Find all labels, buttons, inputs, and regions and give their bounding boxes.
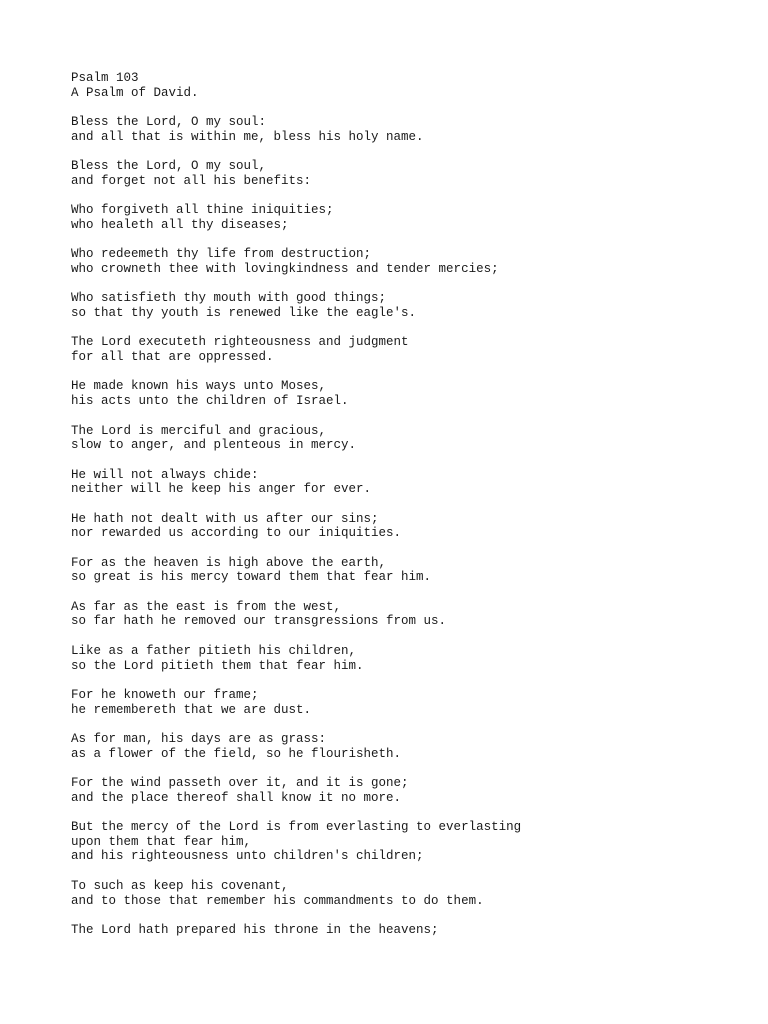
psalm-title: Psalm 103 <box>71 71 139 85</box>
verse-line: upon them that fear him, <box>71 834 252 849</box>
verse-line: Bless the Lord, O my soul: <box>71 115 267 130</box>
verse-line: Who forgiveth all thine iniquities; <box>71 203 334 218</box>
verse-line: For as the heaven is high above the earth, <box>71 555 387 570</box>
verse-line: his acts unto the children of Israel. <box>71 394 349 409</box>
verse-line: who crowneth thee with lovingkindness and tender mercies; <box>71 261 499 276</box>
verse-line: so far hath he removed our transgressions from us. <box>71 614 447 629</box>
verse-line: and to those that remember his commandments to do them. <box>71 893 484 908</box>
verse-line: For he knoweth our frame; <box>71 687 259 702</box>
psalm-heading <box>71 71 751 100</box>
verse-line: To such as keep his covenant, <box>71 878 289 893</box>
verse-stanza <box>71 247 751 276</box>
verse-stanza <box>71 335 751 364</box>
verse-stanza <box>71 468 751 497</box>
verse-line: neither will he keep his anger for ever. <box>71 482 372 497</box>
verse-line: Who redeemeth thy life from destruction; <box>71 247 372 262</box>
verse-line: who healeth all thy diseases; <box>71 217 289 232</box>
verse-stanza <box>71 923 751 938</box>
verse-stanza <box>71 556 751 585</box>
verse-line: as a flower of the field, so he flourisheth. <box>71 746 402 761</box>
verse-stanza <box>71 820 751 864</box>
verse-stanza <box>71 424 751 453</box>
verse-line: Like as a father pitieth his children, <box>71 643 357 658</box>
verse-stanza <box>71 159 751 188</box>
verse-line: But the mercy of the Lord is from everlasting to everlasting <box>71 820 522 835</box>
verse-stanza <box>71 776 751 805</box>
verse-stanza <box>71 379 751 408</box>
verse-stanza <box>71 732 751 761</box>
verse-line: The Lord hath prepared his throne in the heavens; <box>71 922 439 937</box>
verse-line: The Lord is merciful and gracious, <box>71 423 327 438</box>
verse-line: As for man, his days are as grass: <box>71 731 327 746</box>
verse-line: and forget not all his benefits: <box>71 173 312 188</box>
verse-line: so great is his mercy toward them that fear him. <box>71 570 432 585</box>
verse-line: he remembereth that we are dust. <box>71 702 312 717</box>
psalm-subtitle: A Psalm of David. <box>71 85 199 100</box>
verse-line: so the Lord pitieth them that fear him. <box>71 658 364 673</box>
verse-stanza <box>71 600 751 629</box>
verse-line: As far as the east is from the west, <box>71 599 342 614</box>
verse-stanza <box>71 879 751 908</box>
verse-stanza <box>71 512 751 541</box>
verse-line: nor rewarded us according to our iniquities. <box>71 526 402 541</box>
verse-line: He hath not dealt with us after our sins; <box>71 511 379 526</box>
document-page <box>71 71 751 952</box>
verse-stanza <box>71 644 751 673</box>
verse-stanza <box>71 115 751 144</box>
verse-line: He will not always chide: <box>71 467 259 482</box>
verse-stanza <box>71 203 751 232</box>
psalm-body <box>71 115 751 938</box>
verse-line: He made known his ways unto Moses, <box>71 379 327 394</box>
verse-stanza <box>71 291 751 320</box>
verse-line: and the place thereof shall know it no more. <box>71 790 402 805</box>
verse-line: Bless the Lord, O my soul, <box>71 159 267 174</box>
verse-line: so that thy youth is renewed like the eagle's. <box>71 306 417 320</box>
verse-line: The Lord executeth righteousness and judgment <box>71 335 409 350</box>
verse-line: and his righteousness unto children's children; <box>71 849 424 864</box>
verse-stanza <box>71 688 751 717</box>
verse-line: for all that are oppressed. <box>71 350 274 365</box>
verse-line: and all that is within me, bless his holy name. <box>71 129 424 144</box>
verse-line: For the wind passeth over it, and it is gone; <box>71 776 409 790</box>
verse-line: Who satisfieth thy mouth with good things; <box>71 291 387 306</box>
verse-line: slow to anger, and plenteous in mercy. <box>71 438 357 453</box>
